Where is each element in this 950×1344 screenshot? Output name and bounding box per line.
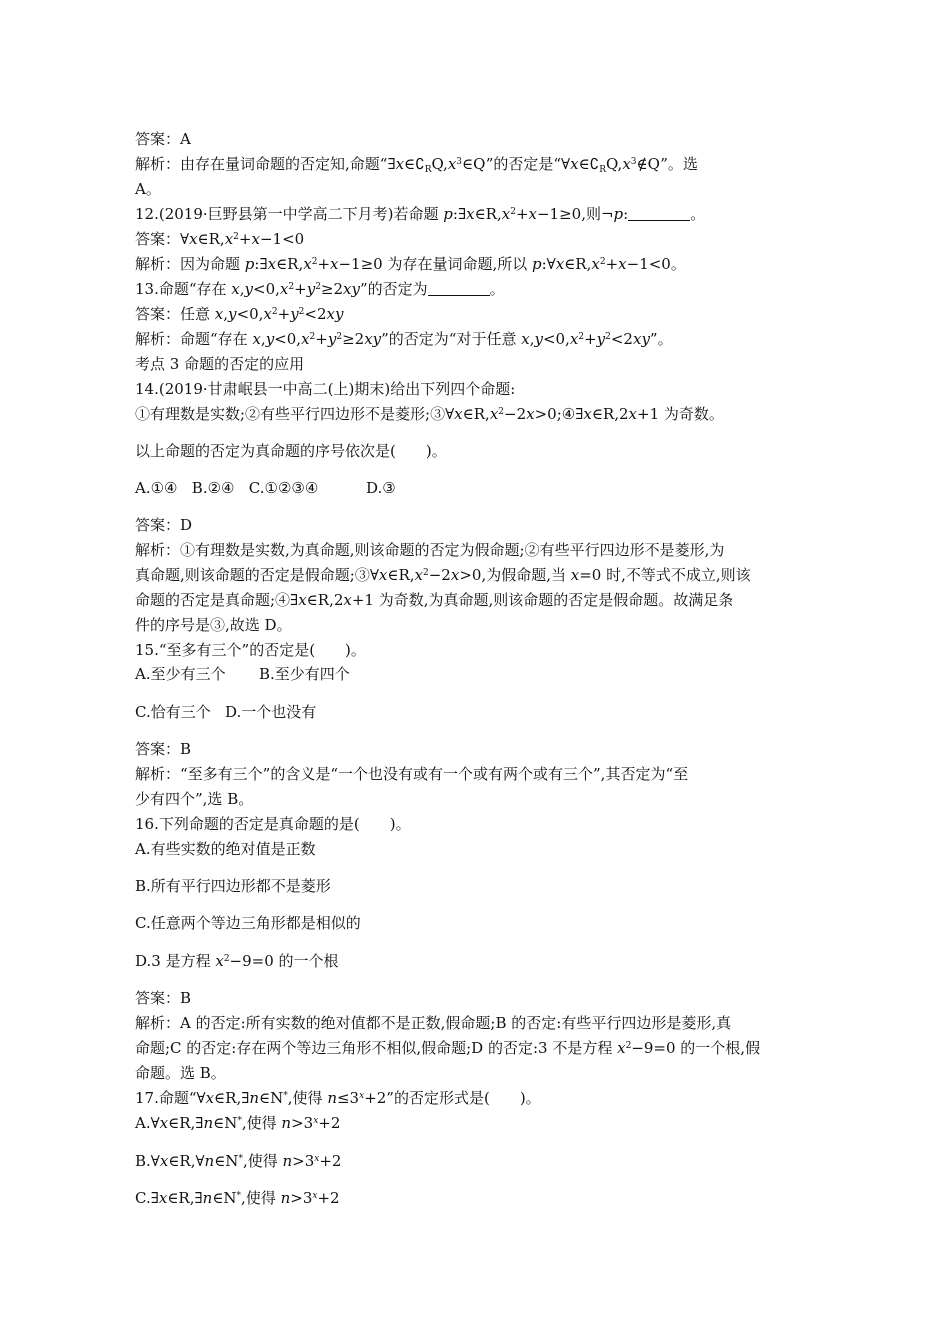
- text-line-exp-14-c: 命题的否定是真命题;④∃x∈R,2x+1 为奇数,为真命题,则该命题的否定是假命题。故满足条: [135, 591, 734, 609]
- text-line-exp-14-d: 件的序号是③,故选 D。: [135, 616, 292, 634]
- text-line-q-15-ab: A.至少有三个 B.至少有四个: [135, 665, 350, 683]
- text-line-exp-16-b: 命题;C 的否定:存在两个等边三角形不相似,假命题;D 的否定:3 不是方程 $x^2-9=0$ 的一个根,假: [135, 1039, 761, 1057]
- text-line-exp-15-a: 解析：“至多有三个”的含义是“一个也没有或有一个或有两个或有三个”,其否定为“至: [135, 765, 689, 783]
- text-line-ans-15: 答案：B: [135, 740, 192, 758]
- text-line-q-14-ask: 以上命题的否定为真命题的序号依次是( )。: [135, 442, 447, 460]
- text-line-q-16-b: B.所有平行四边形都不是菱形: [135, 877, 331, 895]
- text-line-q-14-opts: A.①④ B.②④ C.①②③④ D.③: [135, 479, 396, 497]
- text-line-ans-13: 答案：任意 $x,y<0,x^2+y^2<2xy$: [135, 305, 344, 323]
- text-line-ans-12: 答案：$\forall x\in R,x^2+x-1<0$: [135, 230, 305, 248]
- text-line-q-17-c: C.∃x∈R,∃n∈N*,使得 $n>3^x+2$: [135, 1189, 340, 1207]
- text-line-q-14-items: ①有理数是实数;②有些平行四边形不是菱形$;③\forall x\in R,x^2-2x>0;④\exists x\in R,2x+1$ 为奇数。: [135, 405, 724, 423]
- text-line-topic-3: 考点 3 命题的否定的应用: [135, 355, 305, 373]
- text-line-q-17: 17.命题“∀x∈R,∃n∈N*,使得 $n\le 3^x+2$”的否定形式是( )。: [135, 1089, 541, 1107]
- text-line-exp-13: 解析：命题“存在 $x,y<0,x^2+y^2\ge 2xy$”的否定为“对于任意 $x,y<0,x^2+y^2<2xy$”。: [135, 330, 673, 348]
- text-line-exp-11-a: 解析：由存在量词命题的否定知,命题“$\exists x\in∁_RQ,x^3\in Q$”的否定是“$\forall x\in∁_RQ,x^3\notin Q$”。选: [135, 155, 698, 175]
- text-line-q-17-b: B.∀x∈R,∀n∈N*,使得 $n>3^x+2$: [135, 1152, 342, 1170]
- text-line-ans-11: 答案：A: [135, 130, 191, 148]
- text-line-q-16: 16.下列命题的否定是真命题的是( )。: [135, 815, 411, 833]
- text-line-q-17-a: A.∀x∈R,∃n∈N*,使得 $n>3^x+2$: [135, 1114, 341, 1132]
- text-line-exp-14-a: 解析：①有理数是实数,为真命题,则该命题的否定为假命题;②有些平行四边形不是菱形,为: [135, 541, 725, 559]
- text-line-exp-12: 解析：因为命题 $p:\exists x\in R,x^2+x-1\ge 0$ 为存在量词命题,所以 $p:\forall x\in R,x^2+x-1<0$。: [135, 255, 686, 273]
- text-line-q-13: 13.命题“存在 $x,y<0,x^2+y^2\ge 2xy$”的否定为 。: [135, 280, 505, 298]
- text-line-q-14: 14.(2019·甘肃岷县一中高二(上)期末)给出下列四个命题:: [135, 380, 516, 398]
- text-line-q-16-a: A.有些实数的绝对值是正数: [135, 840, 316, 858]
- text-line-q-15: 15.“至多有三个”的否定是( )。: [135, 641, 366, 659]
- answer-blank: [428, 281, 490, 296]
- text-line-q-16-c: C.任意两个等边三角形都是相似的: [135, 914, 361, 932]
- answer-blank: [628, 206, 690, 221]
- text-line-exp-15-b: 少有四个”,选 B。: [135, 790, 254, 808]
- text-line-q-16-d: D.3 是方程 $x^2-9=0$ 的一个根: [135, 952, 339, 970]
- text-line-exp-16-c: 命题。选 B。: [135, 1064, 226, 1082]
- text-line-exp-11-b: A。: [135, 180, 161, 198]
- text-line-ans-14: 答案：D: [135, 516, 193, 534]
- text-line-exp-16-a: 解析：A 的否定:所有实数的绝对值都不是正数,假命题;B 的否定:有些平行四边形是菱形,真: [135, 1014, 732, 1032]
- text-line-q-15-cd: C.恰有三个 D.一个也没有: [135, 703, 317, 721]
- text-line-ans-16: 答案：B: [135, 989, 192, 1007]
- text-line-q-12: 12.(2019·巨野县第一中学高二下月考)若命题 $p:\exists x\in R,x^2+x-1\ge 0$,则¬p: 。: [135, 205, 706, 223]
- text-line-exp-14-b: 真命题,则该命题的否定是假命题$;③\forall x\in R,x^2-2x>0$,为假命题,当 x=0 时,不等式不成立,则该: [135, 566, 751, 584]
